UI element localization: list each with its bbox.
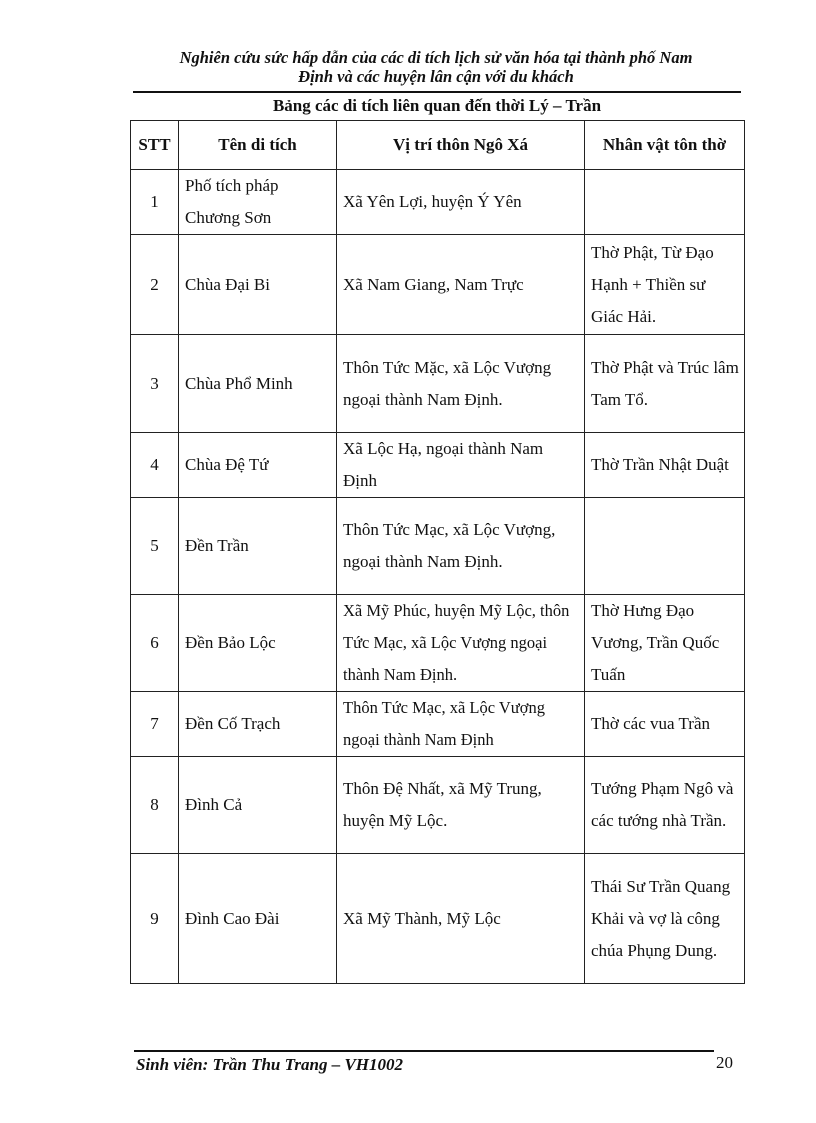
cell-worshipped	[585, 170, 745, 235]
cell-stt: 3	[131, 335, 179, 433]
table-row	[131, 498, 745, 595]
cell-location: Thôn Tức Mặc, xã Lộc Vượng ngoại thành Nam Định.	[337, 335, 585, 433]
cell-stt: 2	[131, 235, 179, 335]
cell-worshipped: Thờ Phật và Trúc lâm Tam Tổ.	[585, 335, 745, 433]
table-row	[131, 433, 745, 498]
cell-stt: 8	[131, 757, 179, 854]
cell-location: Xã Mỹ Thành, Mỹ Lộc	[337, 854, 585, 984]
header-divider	[133, 91, 741, 93]
document-header	[128, 48, 744, 86]
cell-name: Chùa Đại Bi	[179, 235, 337, 335]
cell-stt: 1	[131, 170, 179, 235]
cell-location: Xã Yên Lợi, huyện Ý Yên	[337, 170, 585, 235]
cell-location: Xã Mỹ Phúc, huyện Mỹ Lộc, thôn Tức Mạc, xã Lộc Vượng ngoại thành Nam Định.	[337, 595, 585, 692]
table-caption: Bảng các di tích liên quan đến thời Lý – Trần	[272, 96, 602, 115]
header-line-1: Nghiên cứu sức hấp dẫn của các di tích lịch sử văn hóa tại thành phố Nam	[179, 48, 693, 67]
header-name: Tên di tích	[179, 121, 337, 170]
table-header-row	[131, 121, 745, 170]
cell-stt: 5	[131, 498, 179, 595]
cell-worshipped: Tướng Phạm Ngô và các tướng nhà Trần.	[585, 757, 745, 854]
cell-location: Xã Nam Giang, Nam Trực	[337, 235, 585, 335]
relics-table	[130, 120, 745, 984]
table-row	[131, 595, 745, 692]
table-row	[131, 170, 745, 235]
cell-stt: 7	[131, 692, 179, 757]
table-row	[131, 854, 745, 984]
cell-location: Thôn Tức Mạc, xã Lộc Vượng ngoại thành Nam Định	[337, 692, 585, 757]
cell-name: Chùa Phổ Minh	[179, 335, 337, 433]
cell-worshipped: Thờ Trần Nhật Duật	[585, 433, 745, 498]
cell-location: Thôn Tức Mạc, xã Lộc Vượng, ngoại thành Nam Định.	[337, 498, 585, 595]
cell-name: Đình Cao Đài	[179, 854, 337, 984]
cell-worshipped: Thờ Hưng Đạo Vương, Trần Quốc Tuấn	[585, 595, 745, 692]
header-location: Vị trí thôn Ngô Xá	[337, 121, 585, 170]
cell-name: Đền Cố Trạch	[179, 692, 337, 757]
table-row	[131, 235, 745, 335]
header-stt: STT	[131, 121, 179, 170]
cell-stt: 9	[131, 854, 179, 984]
cell-location: Xã Lộc Hạ, ngoại thành Nam Định	[337, 433, 585, 498]
cell-name: Đình Cả	[179, 757, 337, 854]
table-row	[131, 335, 745, 433]
footer-divider	[134, 1050, 714, 1052]
cell-name: Phố tích pháp Chương Sơn	[179, 170, 337, 235]
cell-name: Chùa Đệ Tứ	[179, 433, 337, 498]
cell-name: Đền Bảo Lộc	[179, 595, 337, 692]
cell-location: Thôn Đệ Nhất, xã Mỹ Trung, huyện Mỹ Lộc.	[337, 757, 585, 854]
table-row	[131, 757, 745, 854]
cell-stt: 4	[131, 433, 179, 498]
header-line-2: Định và các huyện lân cận với du khách	[298, 67, 574, 86]
page-number: 20	[716, 1053, 733, 1072]
footer-student: Sinh viên: Trần Thu Trang – VH1002	[136, 1055, 404, 1074]
cell-worshipped: Thái Sư Trần Quang Khải và vợ là công chúa Phụng Dung.	[585, 854, 745, 984]
table-row	[131, 692, 745, 757]
cell-worshipped: Thờ Phật, Từ Đạo Hạnh + Thiền sư Giác Hải.	[585, 235, 745, 335]
cell-name: Đền Trần	[179, 498, 337, 595]
header-worshipped: Nhân vật tôn thờ	[585, 121, 745, 170]
cell-worshipped: Thờ các vua Trần	[585, 692, 745, 757]
cell-worshipped	[585, 498, 745, 595]
cell-stt: 6	[131, 595, 179, 692]
